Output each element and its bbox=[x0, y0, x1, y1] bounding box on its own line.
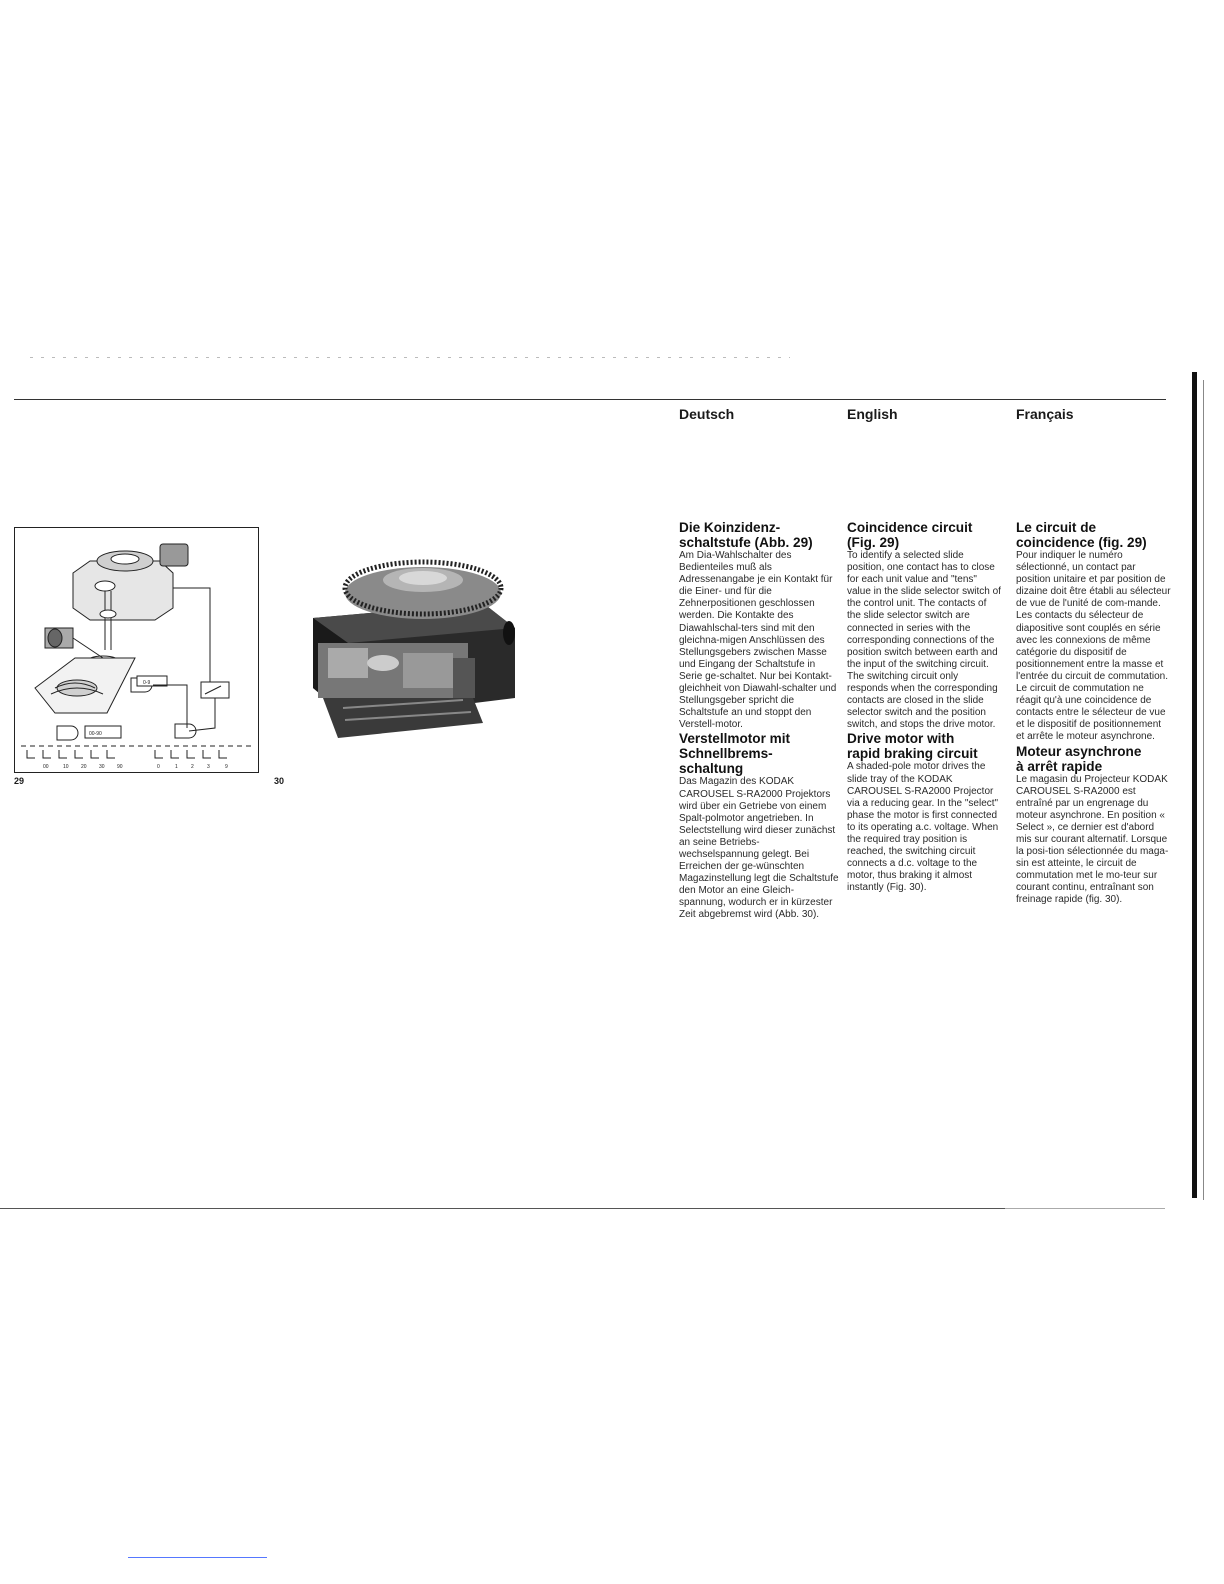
projector-illustration bbox=[283, 548, 527, 748]
contact-label: 9 bbox=[225, 764, 228, 770]
column-deutsch bbox=[679, 520, 839, 922]
bottom-rule-faint bbox=[1005, 1208, 1165, 1209]
language-heading-english: English bbox=[847, 406, 898, 422]
section-heading: Die Koinzidenz- schaltstufe (Abb. 29) bbox=[679, 520, 813, 550]
contact-label: 20 bbox=[81, 764, 87, 770]
top-rule bbox=[14, 399, 1166, 400]
page-edge-bar bbox=[1192, 372, 1197, 1198]
section-heading: Coincidence circuit (Fig. 29) bbox=[847, 520, 973, 550]
scan-artifact-line bbox=[30, 357, 790, 358]
contact-label: 10 bbox=[63, 764, 69, 770]
section-heading: Verstellmotor mit Schnellbrems- schaltung bbox=[679, 731, 791, 777]
contact-label: 1 bbox=[175, 764, 178, 770]
section-heading: Moteur asynchrone à arrêt rapide bbox=[1016, 743, 1142, 774]
section-body: Am Dia-Wahlschalter des Bedienteiles muß als Adressenangabe je ein Kontakt für die Einer- und für die Zehnerpositionen geschlossen werden. Die Kontakte des Diawahlschal-ters sind mit den gleichna-migen Anschlüssen des Stellungsgebers zwischen Masse und Eingang der Schaltstufe in Serie ge-schaltet. Nur bei Kontakt-gleichheit von Diawahl-schalter und Stellungsgeber spricht die Schaltstufe an und stoppt den Verstell-motor. bbox=[679, 550, 837, 731]
figure-29-number: 29 bbox=[14, 776, 25, 786]
contact-label: 0 bbox=[157, 764, 160, 770]
figure-30-projector-photo bbox=[283, 548, 527, 748]
bottom-link-underline bbox=[128, 1557, 267, 1558]
section-body: Das Magazin des KODAK CAROUSEL S-RA2000 Projektors wird über ein Getriebe von einem Spalt-polmotor angetrieben. In Selectstellung wird dieser zunächst an seine Betriebs-wechselspannung gelegt. Bei Erreichen der ge-wünschten Magazinstellung legt die Schaltstufe den Motor an eine Gleich-spannung, wodurch er in kürzester Zeit abgebremst wird (Abb. 30). bbox=[679, 776, 839, 921]
figure-30-number: 30 bbox=[274, 776, 285, 786]
language-heading-deutsch: Deutsch bbox=[679, 406, 735, 422]
section-body: Le magasin du Projecteur KODAK CAROUSEL S-RA2000 est entraîné par un engrenage du moteur asynchrone. En position « Select », ce dernier est d'abord mis sur courant alternatif. Lorsque la posi-tion sélectionnée du maga-sin est atteinte, le circuit de commutation met le mo-teur sur courant continu, entraînant son freinage rapide (fig. 30). bbox=[1016, 773, 1169, 906]
section-heading: Le circuit de coincidence (fig. 29) bbox=[1016, 520, 1147, 550]
section-body: A shaded-pole motor drives the slide tray of the KODAK CAROUSEL S-RA2000 Projector via a reducing gear. In the "select" phase the motor is first connected to its operating a.c. voltage. When the required tray position is reached, the switching circuit connects a d.c. voltage to the motor, thus braking it almost instantly (Fig. 30). bbox=[847, 761, 999, 894]
section-body: To identify a selected slide position, one contact has to close for each unit value and "tens" value in the slide selector switch of the control unit. The contacts of the slide selector switch are connected in series with the corresponding connections of the position switch between earth and the input of the switching circuit. The switching circuit only responds when the corresponding contacts are closed in the slide selector switch and the position switch, and stops the drive motor. bbox=[847, 550, 1001, 731]
contact-label: 2 bbox=[191, 764, 194, 770]
section-body: Pour indiquer le numéro sélectionné, un contact par position unitaire et par position de dizaine doit être établi au sélecteur de vue de l'unité de com-mande. Les contacts du sélecteur de diapositive sont couplés en série avec les connexions de même catégorie du dispositif de positionnement entre la masse et l'entrée du circuit de commutation. Le circuit de commutation ne réagit qu'à une coincidence de contacts entre le sélecteur de vue et le dispositif de positionnement et arrête le moteur asynchrone. bbox=[1016, 550, 1171, 743]
contact-label: 30 bbox=[99, 764, 105, 770]
column-english bbox=[847, 520, 1002, 894]
label-units: 0-9 bbox=[143, 680, 151, 686]
column-francais bbox=[1016, 520, 1171, 907]
contact-label: 00 bbox=[43, 764, 49, 770]
contact-label: 3 bbox=[207, 764, 210, 770]
bottom-rule bbox=[0, 1208, 1005, 1209]
label-tens: 00-90 bbox=[89, 731, 102, 737]
language-heading-francais: Français bbox=[1016, 406, 1074, 422]
page-edge-line bbox=[1203, 380, 1204, 1200]
section-heading: Drive motor with rapid braking circuit bbox=[847, 731, 978, 762]
figure-29-schematic bbox=[14, 527, 259, 773]
contact-label: 90 bbox=[117, 764, 123, 770]
coincidence-circuit-diagram bbox=[15, 528, 258, 772]
